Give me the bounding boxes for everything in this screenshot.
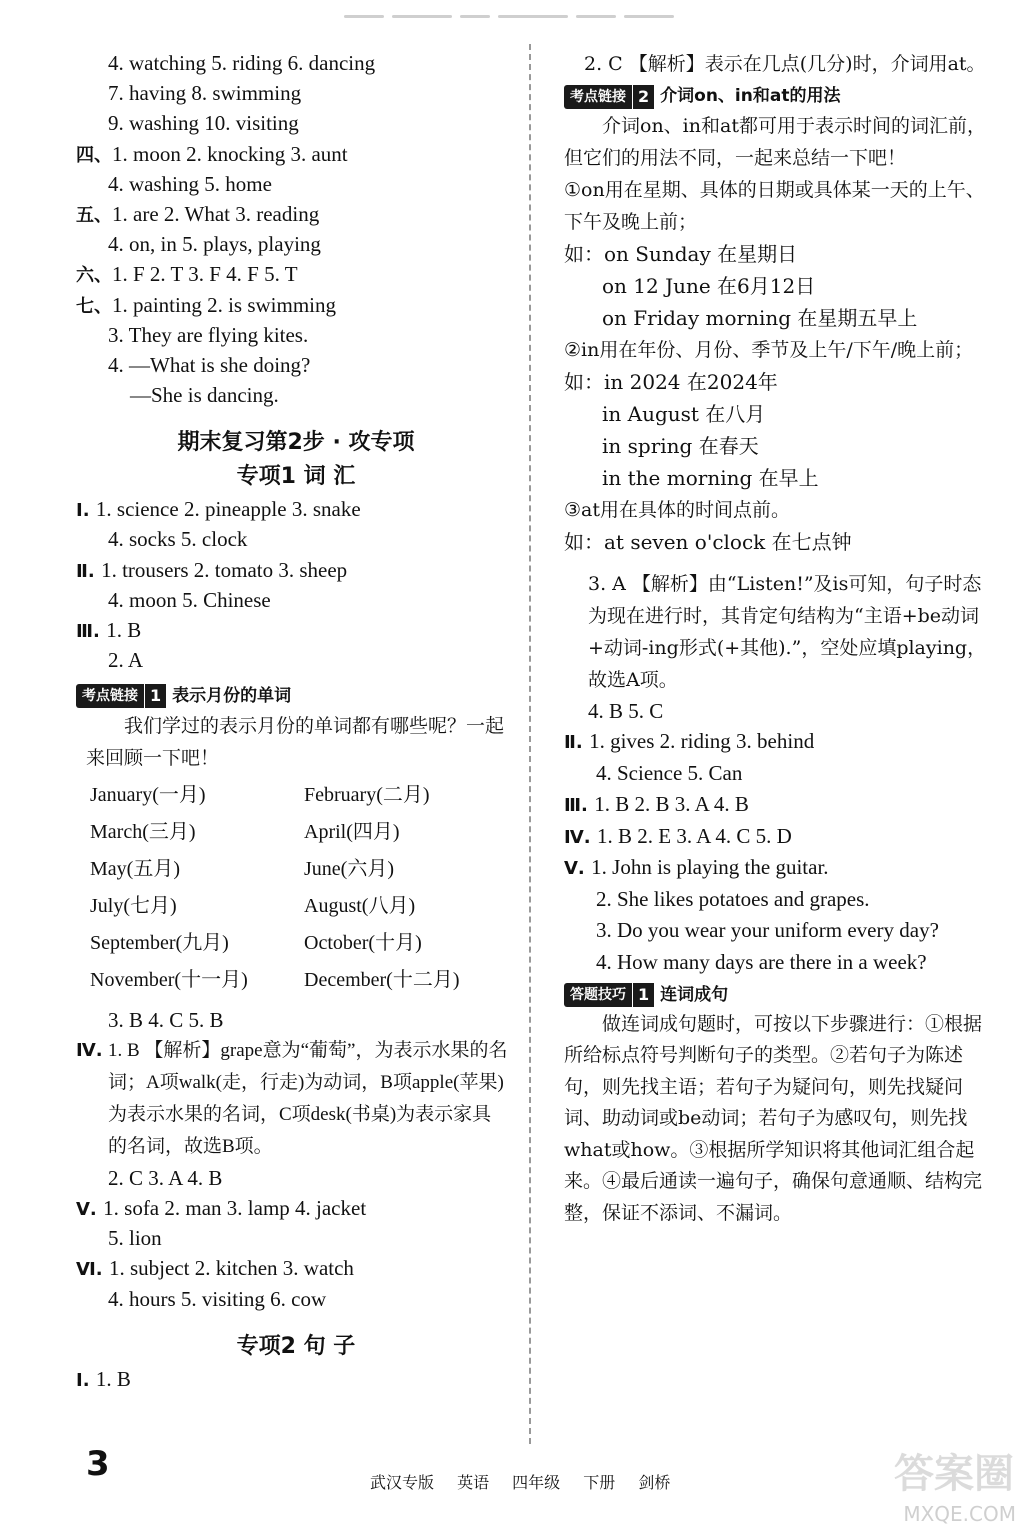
answer-line: 2. She likes potatoes and grapes. — [596, 886, 870, 911]
answer-line: 六、1. F 2. T 3. F 4. F 5. T — [76, 262, 298, 287]
answer-line: 3. They are flying kites. — [108, 322, 309, 347]
answer-line: Ⅵ. 1. subject 2. kitchen 3. watch — [76, 1256, 354, 1281]
month-item: September(九月) — [90, 931, 229, 954]
month-item: July(七月) — [90, 894, 177, 917]
tip-tag: 考点链接 — [76, 684, 144, 708]
answer-line: Ⅰ. 1. B — [76, 1366, 131, 1391]
tip-intro: 介词on、in和at都可用于表示时间的词汇前，但它们的用法不同，一起来总结一下吧！ — [564, 115, 986, 170]
month-item: August(八月) — [304, 894, 416, 917]
answer-line: 4. —What is she doing? — [108, 352, 311, 377]
answers-part1 — [76, 48, 516, 410]
tip-header — [564, 80, 994, 110]
right-column — [564, 48, 994, 1229]
tip-example: in the morning 在早上 — [602, 466, 819, 491]
month-item: June(六月) — [304, 857, 394, 880]
section2-title: 专项2 句 子 — [236, 1333, 356, 1359]
answer-line: 4. watching 5. riding 6. dancing — [108, 51, 376, 75]
answer-line: 2. A — [108, 648, 144, 673]
answer-line: Ⅴ. 1. sofa 2. man 3. lamp 4. jacket — [76, 1195, 367, 1220]
month-item: May(五月) — [90, 857, 180, 880]
answer-line: 5. lion — [108, 1226, 162, 1251]
answer-explanation: 3. A 【解析】由“Listen!”及is可知，句子时态为现在进行时，其肯定句结构为“主语+be动词+动词-ing形式(+其他).”，空处应填playing，故选A项。 — [588, 573, 987, 692]
tip-header — [76, 679, 516, 709]
tip-example: on 12 June 在6月12日 — [602, 274, 816, 299]
month-item: October(十月) — [304, 931, 422, 954]
month-item: December(十二月) — [304, 968, 460, 991]
tip-example: on Friday morning 在星期五早上 — [602, 306, 918, 331]
tip-tag: 考点链接 — [564, 85, 632, 109]
answer-line: 4. Science 5. Can — [596, 760, 743, 785]
answer-line: Ⅲ. 1. B 2. B 3. A 4. B — [564, 792, 749, 817]
answer-line: Ⅳ. 1. B 2. E 3. A 4. C 5. D — [564, 823, 792, 848]
footer-info: 武汉专版 英语 四年级 下册 剑桥 — [370, 1473, 671, 1492]
tip-box-months — [76, 679, 516, 994]
answer-line: Ⅱ. 1. trousers 2. tomato 3. sheep — [76, 557, 348, 582]
answer-line: 9. washing 10. visiting — [108, 111, 299, 136]
section1-title: 专项1 词 汇 — [236, 464, 356, 490]
page-number: 3 — [86, 1444, 110, 1484]
tip-example: 如：in 2024 在2024年 — [564, 370, 778, 395]
tip-header — [564, 978, 994, 1008]
left-column — [76, 48, 516, 1394]
tip-title: 连词成句 — [660, 984, 729, 1005]
month-item: April(四月) — [304, 820, 400, 843]
answer-line: Ⅲ. 1. B — [76, 618, 142, 642]
month-list — [76, 780, 516, 995]
tip-rule: ③at用在具体的时间点前。 — [564, 499, 790, 522]
answer-line: Ⅴ. 1. John is playing the guitar. — [564, 855, 829, 880]
tip-title: 介词on、in和at的用法 — [660, 86, 841, 107]
month-item: November(十一月) — [90, 968, 248, 991]
answer-line: —She is dancing. — [130, 383, 279, 408]
section1-answers-cont — [76, 1005, 516, 1314]
month-item: January(一月) — [90, 783, 206, 806]
answer-line: Ⅰ. 1. science 2. pineapple 3. snake — [76, 497, 361, 522]
answer-line: 五、1. are 2. What 3. reading — [76, 201, 320, 226]
tip-tag: 答题技巧 — [564, 983, 632, 1007]
tip-rule: ①on用在星期、具体的日期或具体某一天的上午、下午及晚上前； — [564, 179, 985, 234]
answer-line: 4. moon 5. Chinese — [108, 587, 271, 612]
tip-tag-number: 1 — [144, 684, 166, 708]
tip-box-prepositions — [564, 80, 994, 558]
watermark-url: MXQE.COM — [903, 1502, 1016, 1526]
answer-line: 3. Do you wear your uniform every day? — [596, 918, 939, 943]
tip-rule: ②in用在年份、月份、季节及上午/下午/晚上前； — [564, 339, 974, 362]
tip-example: in August 在八月 — [602, 402, 766, 427]
answer-explanation: 2. C 【解析】表示在几点(几分)时，介词用at。 — [584, 53, 986, 75]
answer-line: 4. socks 5. clock — [108, 527, 248, 552]
tip-example: 如：at seven o'clock 在七点钟 — [564, 530, 852, 555]
tip-example: in spring 在春天 — [602, 434, 759, 459]
answer-line: 4. B 5. C — [588, 699, 664, 724]
column-divider — [529, 44, 531, 1444]
review-title: 期末复习第2步 · 攻专项 — [177, 430, 415, 456]
answer-line: 4. How many days are there in a week? — [596, 949, 927, 974]
header-decoration — [340, 6, 700, 24]
answer-line: 七、1. painting 2. is swimming — [76, 292, 337, 317]
answer-line: Ⅱ. 1. gives 2. riding 3. behind — [564, 729, 815, 754]
answer-line: 2. C 3. A 4. B — [108, 1165, 223, 1190]
tip-example: 如：on Sunday 在星期日 — [564, 242, 798, 267]
answer-line: 3. B 4. C 5. B — [108, 1007, 224, 1032]
answer-line: 4. on, in 5. plays, playing — [108, 232, 321, 257]
tip-text: 我们学过的表示月份的单词都有哪些呢？一起来回顾一下吧！ — [86, 714, 505, 769]
tip-title: 表示月份的单词 — [172, 685, 292, 706]
answer-line: 4. hours 5. visiting 6. cow — [108, 1286, 327, 1311]
watermark-logo-text: 答案圈 — [894, 1451, 1014, 1497]
watermark-logo — [894, 1440, 1024, 1530]
month-item: February(二月) — [304, 783, 430, 806]
answer-line: 四、1. moon 2. knocking 3. aunt — [76, 141, 348, 166]
answer-line: 7. having 8. swimming — [108, 81, 302, 106]
tip-tag-number: 1 — [632, 983, 654, 1007]
month-item: March(三月) — [90, 820, 196, 843]
tip-tag-number: 2 — [632, 85, 654, 109]
answer-explanation: Ⅳ. 1. B 【解析】grape意为“葡萄”，为表示水果的名词；A项walk(走，行走)为动词，B项apple(苹果)为表示水果的名词，C项desk(书桌)为表示家具的名词，故选B项。 — [76, 1039, 508, 1157]
answer-line: 4. washing 5. home — [108, 171, 272, 196]
right-answers — [564, 726, 994, 978]
tip-text: 做连词成句题时，可按以下步骤进行：①根据所给标点符号判断句子的类型。②若句子为陈述句，则先找主语；若句子为疑问句，则先找疑问词、助动词或be动词；若句子为感叹句，则先找what或how。③根据所学知识将其他词汇组合起来。④最后通读一遍句子，确保句意通顺、结构完整，保证不添词、不漏词。 — [564, 1012, 983, 1224]
section1-answers — [76, 494, 516, 675]
tip-box-sentence — [564, 978, 994, 1229]
